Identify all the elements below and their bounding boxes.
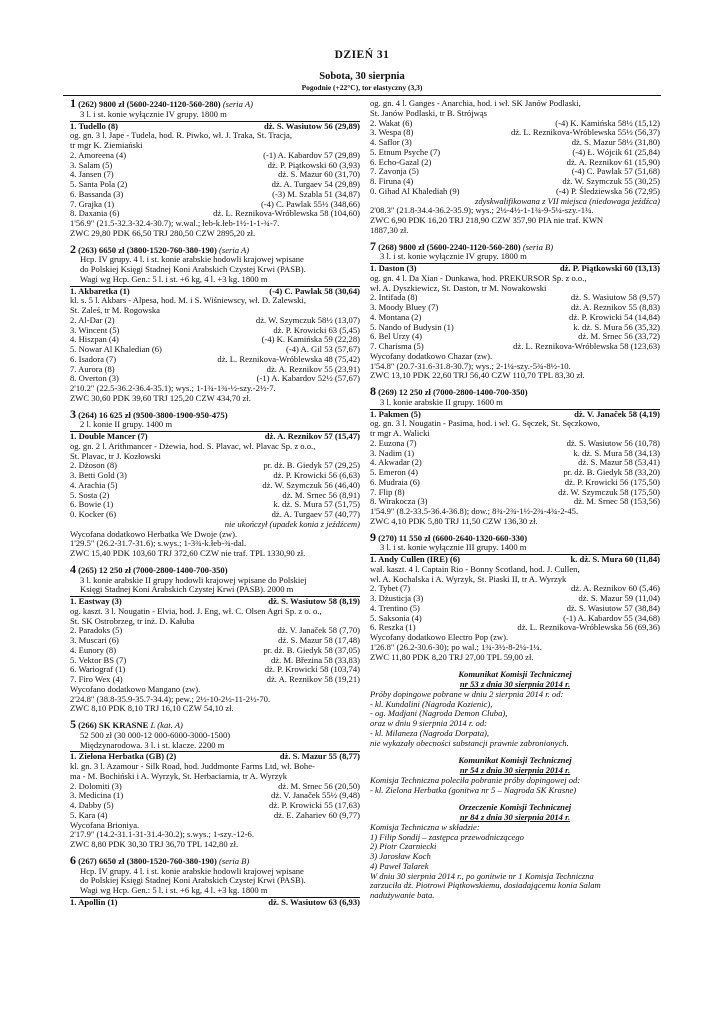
horse-name: 2. Amoreena (4) (70, 150, 127, 160)
race-number: 7 (370, 238, 376, 253)
jockey-weight: dż. M. Srnec 58 (153,56) (573, 496, 660, 507)
race-text: ZWC 4,10 PDK 5,80 TRJ 11,50 CZW 136,30 zł. (370, 515, 538, 526)
race-block (370, 238, 660, 382)
jockey-weight: dż. S. Wasiutow 63 (6,93) (268, 896, 360, 907)
jockey-weight: (-4) Ł. Wójcik 61 (25,84) (572, 146, 660, 157)
horse-name: 2. Tybet (7) (370, 584, 411, 594)
race-number: 9 (370, 529, 376, 544)
race-series: (seria B) (218, 855, 250, 866)
communique-line: - og. Madjani (Nagroda Demon Cluba), (370, 708, 508, 719)
race-text: ZWC 8,10 PDK 8,10 TRJ 16,10 CZW 54,10 zł. (70, 703, 234, 714)
race-number: 3 (70, 406, 76, 421)
race-text: 2'10.2" (22.5-36.2-36.4-35.1); wys.; 1-1¾-1¾-½-szy.-2½-7. (70, 383, 276, 393)
race-text: ZWC 29,80 PDK 66,50 TRJ 280,50 CZW 2895,20 zł. (70, 227, 256, 238)
horse-name: 1. Akbaretka (1) (70, 286, 130, 296)
horse-name: 6. Reszka (1) (370, 623, 416, 633)
communique-title: nr 54 z dnia 30 sierpnia 2014 r. (459, 765, 571, 775)
communique-title: nr 84 z dnia 30 sierpnia 2014 r. (459, 812, 571, 822)
horse-name: 4. Montana (2) (370, 312, 422, 322)
jockey-weight: dż. W. Szymczuk 58½ (13,07) (255, 314, 360, 325)
horse-name: 2. Dżoson (8) (70, 461, 118, 471)
condition-line: Hcp. IV grupy. 4 l. i st. konie arabskie hodowli krajowej wpisane (80, 254, 304, 265)
right-column (370, 99, 660, 901)
horse-name: 4. Saflor (3) (370, 138, 412, 147)
race-block (70, 406, 360, 559)
horse-name: 4. Trentino (5) (370, 603, 420, 613)
horse-name: 5. Santa Pola (2) (70, 180, 128, 189)
communique-line: 2) Piotr Czarniecki (370, 841, 437, 852)
race-series: (seria A) (222, 99, 253, 109)
race-text: St. Zaleś, tr M. Rogowska (70, 305, 160, 315)
horse-name: 2. Paradoks (5) (70, 626, 123, 636)
condition-line: Księgi Stadnej Koni Arabskich Czystej Krwi (PASB). 2000 m (80, 584, 294, 595)
communique-line: - kl. Zielona Herbatka (gonitwa nr 5 – Nagroda SK Krasne) (370, 784, 577, 795)
jockey-weight: dż. A. Reznikov 55 (23,91) (266, 363, 360, 374)
race-conditions (70, 255, 360, 286)
header-rule (63, 95, 661, 96)
horse-name: 6. Bowie (1) (70, 500, 114, 510)
horse-name: 7. Grajka (1) (70, 199, 115, 209)
jockey-weight: dż. M. Srnec 56 (33,72) (578, 331, 660, 342)
race-number: 2 (70, 241, 76, 256)
race-block (70, 852, 360, 908)
communique-line: 3) Jarosław Koch (370, 851, 431, 861)
jockey-weight: dż. V. Janaček 55½ (9,48) (271, 790, 360, 801)
race-text: St. SK Ostrobrzeg, tr inż. D. Kałuba (70, 615, 195, 626)
weather-line: Pogodnie (+22°C), tor elastyczny (3,3) (301, 83, 423, 92)
race-prize: (270) 11 550 zł (6600-2640-1320-660-330) (378, 532, 528, 543)
jockey-weight: k. dż. S. Mura 60 (11,84) (570, 554, 660, 564)
race-number: 4 (70, 561, 76, 576)
communique-line: Komisja Techniczna poleciła pobranie próby dopingowej od: (370, 774, 581, 785)
race-conditions (70, 867, 360, 898)
race-text: wał. kaszt. 4 l. Captain Rio - Bonny Scotland, hod. J. Cullen, (370, 563, 580, 574)
jockey-weight: dż. P. Krowicki 55 (17,63) (269, 800, 360, 810)
race-text: kl. gn. 3 l. Azamour - Silk Road, hod. Juddmonte Farms Ltd, wł. Bohe- (70, 761, 315, 771)
jockey-weight: (-4) C. Pawlak 55½ (348,66) (260, 198, 360, 209)
race-conditions (70, 731, 360, 753)
jockey-weight: (-4) A. Gil 53 (57,67) (286, 344, 360, 354)
race-block (370, 529, 660, 663)
race-text: og. gn. 3 l. Nougatin - Pasima, hod. i wł. G. Sęczek, St. Sęczkowo, (370, 418, 600, 429)
race-text: og. gn. 2 l. Arithmancer - Dżewia, hod. S. Plavac, wł. Plavac Sp. z o.o., (70, 440, 316, 451)
horse-name: 5. Etnum Psyche (7) (370, 147, 441, 157)
race-text: Wycofana Brioniya. (70, 819, 140, 830)
horse-name: 4. Arachia (5) (70, 480, 118, 490)
race-text: 1'56.9" (21.5-32.3-32.4-30.7); w.wal.; łeb-k.łeb-1½-1-1-¾-7. (70, 218, 280, 228)
race-text: ZWC 11,80 PDK 8,20 TRJ 27,00 TPL 59,00 zł. (370, 651, 534, 662)
race-text: Wycofana dodatkowo Herbatka We Dwoje (zw). (70, 528, 238, 539)
horse-name: 7. Aurora (8) (70, 364, 115, 374)
jockey-weight: (-1) A. Kabardov 57 (29,89) (263, 149, 360, 160)
condition-line: 3 l. konie arabskie II grupy. 1600 m (380, 396, 503, 407)
jockey-weight: dż. P. Piątkowski 60 (13,13) (559, 263, 660, 273)
condition-line: 3 l. konie arabskie II grupy hodowli krajowej wpisane do Polskiej (80, 574, 307, 585)
horse-name: 2. Wakat (6) (370, 118, 413, 128)
race-block (70, 561, 360, 714)
jockey-weight: dż. S. Wasiutow 56 (10,78) (566, 437, 660, 448)
horse-name: 5. Emeron (4) (370, 468, 418, 477)
horse-name: 2. Intifada (8) (370, 293, 418, 303)
condition-line: 2 l. konie II grupy. 1400 m (80, 419, 173, 430)
horse-name: 5. Vektor BS (7) (70, 655, 127, 665)
horse-name: 4. Akwadar (2) (370, 458, 422, 468)
race-text: wł. A. Dyszkiewicz, St. Daston, tr M. Nowakowski (370, 282, 547, 293)
race-number: 5 (70, 717, 76, 731)
communique-title: Orzeczenie Komisji Technicznej (458, 802, 572, 813)
race-block (370, 384, 660, 527)
race-number: 8 (370, 384, 376, 398)
horse-name: 1. Pakmen (5) (370, 409, 421, 419)
race-text: tr mgr A. Walicki (370, 428, 430, 438)
race-text: ZWC 6,90 PDK 16,20 TRJ 218,90 CZW 357,90 PIA nie traf. KWN (370, 215, 604, 225)
race-text: Wycofany dodatkowo Electro Pop (zw). (370, 632, 509, 642)
communique-line: - kl. Kundalini (Nagroda Kozienic), (370, 698, 493, 709)
horse-name: 3. Dżusticja (3) (370, 594, 424, 603)
jockey-weight: dż. W. Szymczuk 56 (46,40) (262, 479, 360, 490)
jockey-weight: k. dż. S. Mura 57 (51,75) (273, 499, 360, 510)
race-series: L (kat. A) (150, 720, 183, 730)
race-text: 2'24.8" (38.8-35.9-35.7-34.4); pew.; 2½-10-2½-11-2½-70. (70, 693, 271, 704)
horse-name: 1. Apollin (1) (70, 897, 118, 907)
horse-name: 3. Wincent (5) (70, 325, 120, 335)
jockey-weight: dż. V. Janaček 58 (7,70) (277, 625, 360, 636)
jockey-weight: dż. M. Srnec 56 (20,50) (278, 780, 360, 791)
horse-name: 1. Zielona Herbatka (GB) (2) (70, 752, 177, 762)
condition-line: Wagi wg Hcp. Gen.: 5 l. i st. +6 kg, 4 l. +3 kg. 1800 m (80, 273, 268, 284)
jockey-weight: dż. V. Janaček 58 (4,19) (574, 408, 660, 419)
race-text: 2'17.9" (14.2-31.1-31-31.4-30.2); s.wys.; 1-szy.-12-6. (70, 829, 254, 840)
horse-name: 2. Dolomiti (3) (70, 781, 122, 791)
jockey-weight: dż. M. Srnec 56 (8,91) (282, 489, 360, 500)
horse-name: 1. Double Mancer (7) (70, 432, 148, 441)
race-prize: (262) 9800 zł (5600-2240-1120-560-280) (78, 99, 221, 109)
jockey-weight: k. dż. S. Mura 58 (34,13) (573, 447, 660, 458)
jockey-weight: dż. A. Reznikov 58 (19,21) (266, 674, 360, 684)
race-text: ZWC 30,60 PDK 39,60 TRJ 125,20 CZW 434,70 zł. (70, 392, 251, 403)
race-conditions (70, 110, 360, 122)
jockey-weight: dż. E. Zahariev 60 (9,77) (273, 809, 360, 820)
jockey-weight: dż. S. Wasiutow 58 (8,19) (268, 596, 360, 606)
horse-name: 3. Wespa (8) (370, 128, 414, 138)
condition-line: Międzynarodowa. 3 l. i st. klacze. 2200 m (80, 739, 225, 750)
race-text: 1'29.5" (26.2-31.7-31.6); s.wys.; 1-3¾-k.łeb-¾-dal. (70, 538, 247, 549)
race-continuation (370, 99, 660, 236)
horse-name: 4. Hiszpan (4) (70, 335, 119, 345)
horse-name: 6. Echo-Gazal (2) (370, 157, 432, 167)
horse-name: 6. Bassanda (3) (70, 189, 124, 199)
horse-name: 7. Firo Wex (4) (70, 675, 123, 684)
left-column (70, 96, 360, 914)
race-block (70, 96, 360, 239)
horse-name: 5. Saksonia (4) (370, 613, 422, 623)
communique-title: Komunikat Komisji Technicznej (458, 669, 572, 680)
communique-line: nadużywanie bata. (370, 890, 435, 900)
communique-line: zarzuciła dż. Piotrowi Piątkowskiemu, dosiadającemu konia Salam (370, 880, 601, 891)
race-conditions (370, 398, 660, 410)
horse-name: 4. Jansen (7) (70, 170, 114, 180)
race-note: nie ukończył (upadek konia z jeźdźcem) (224, 518, 360, 529)
horse-name: 7. Zavonja (5) (370, 167, 419, 177)
horse-name: 4. Dabby (5) (70, 801, 114, 810)
jockey-weight: dż. A. Reznikov 57 (15,47) (264, 431, 360, 441)
jockey-weight: dż. A. Reznikov 60 (5,46) (570, 583, 660, 594)
jockey-weight: dż. S. Mazur 58 (53,41) (578, 457, 660, 468)
horse-name: 7. Flip (8) (370, 487, 405, 497)
jockey-weight: (-4) K. Kamińska 59 (22,28) (261, 334, 360, 345)
communique-title: Komunikat Komisji Technicznej (458, 755, 572, 766)
communique-line: oraz w dniu 9 sierpnia 2014 r. od: (370, 718, 487, 728)
race-note: zdyskwalifikowana z VII miejsca (niedowaga jeźdźca) (475, 195, 660, 206)
race-text: 1'54.9" (8.2-33.5-36.4-36.8); dow.; 8¾-2¾-1½-2¾-4¾-2-45. (370, 506, 579, 516)
horse-name: 1. Tudello (8) (70, 121, 118, 131)
horse-name: 6. Isadora (7) (70, 354, 117, 364)
jockey-weight: dż. L. Reznikova-Wróblewska 56 (69,36) (517, 622, 660, 633)
jockey-weight: dż. L. Reznikova-Wróblewska 55½ (56,37) (510, 127, 660, 138)
race-header (70, 561, 360, 576)
communique-line: - kl. Milaneza (Nagroda Dorpata), (370, 727, 490, 738)
race-text: 2'08.3" (21.8-34.4-36.2-35.9); wys.; 2½-4½-1-1¾-9-5¼-szy.-1¼. (370, 205, 594, 216)
race-text: 1'54.8" (20.7-31.6-31.8-30.7); wys.; 2-1¼-szy.-5¾-8½-10. (370, 360, 571, 371)
page-title: DZIEŃ 31 (334, 49, 390, 61)
horse-name: 3. Muscari (6) (70, 636, 119, 645)
race-number: 6 (70, 852, 76, 867)
jockey-weight: pr. dż. B. Giedyk 57 (29,25) (263, 460, 360, 471)
horse-name: 5. Nando of Budysin (1) (370, 322, 454, 332)
jockey-weight: (-3) M. Szabla 51 (34,87) (272, 188, 360, 199)
race-text: tr mgr K. Ziemiański (70, 140, 143, 150)
race-text: 1'26.8" (26.2-30.6-30); po wal.; 1¾-3½-8-2¼-1¼. (370, 641, 542, 652)
horse-name: 5. Nowar Al Khaledian (6) (70, 345, 162, 354)
horse-name: 8. Overton (3) (70, 374, 119, 384)
horse-name: 8. Wirakocza (3) (370, 497, 428, 507)
race-text: kl. s. 5 l. Akbars - Alpesa, hod. M. i S. Wiśniewscy, wł. D. Zalewski, (70, 295, 306, 306)
horse-name: 5. Sosta (2) (70, 490, 110, 500)
jockey-weight: dż. A. Reznikov 55 (8,83) (570, 302, 660, 312)
jockey-weight: (-4) C. Pawlak 57 (51,68) (571, 166, 660, 177)
jockey-weight: dż. P. Piątkowski 60 (3,93) (267, 159, 360, 170)
race-text: og. kaszt. 3 l. Nougatin - Elvia, hod. J. Eng, wł. C. Olsen Agri Sp. z o. o., (70, 605, 322, 616)
jockey-weight: dż. S. Mazur 60 (31,70) (278, 169, 360, 180)
race-text: Wycofany dodatkowo Chazar (zw). (370, 350, 493, 361)
communique-line: W dniu 30 sierpnia 2014 r., po gonitwie nr 1 Komisja Techniczna (370, 870, 594, 881)
communique-line: Próby dopingowe pobrane w dniu 2 sierpnia 2014 r. od: (370, 688, 564, 699)
race-text: St. Janów Podlaski, tr B. Strójwąs (370, 107, 487, 118)
jockey-weight: dż. S. Mazur 59 (11,04) (578, 593, 660, 603)
race-block (70, 717, 360, 850)
jockey-weight: (-4) C. Pawlak 58 (30,64) (269, 285, 360, 296)
race-prize: (263) 6650 zł (3800-1520-760-380-190) (78, 244, 217, 255)
jockey-weight: dż. L. Reznikova-Wróblewska 48 (75,42) (217, 353, 360, 364)
race-text: 1887,30 zł. (370, 224, 409, 235)
horse-name: 3. Medicina (1) (70, 791, 124, 801)
horse-name: 4. Eunory (8) (70, 645, 117, 655)
communique-line: 4) Paweł Talarek (370, 860, 429, 871)
race-text: ZWC 8,80 PDK 30,30 TRJ 36,70 TPL 142,80 zł. (70, 839, 239, 849)
jockey-weight: dż. S. Wasiutow 56 (29,89) (263, 120, 360, 131)
jockey-weight: (-1) A. Kabardov 55 (34,68) (563, 612, 660, 623)
horse-name: 6. Bel Urzy (4) (370, 332, 423, 342)
communique-line: 1) Filip Sondij – zastępca przewodniczącego (370, 831, 524, 842)
race-text: og. gn. 3 l. Jape - Tudela, hod. R. Piwko, wł. J. Traka, St. Tracja, (70, 130, 293, 141)
race-header (70, 852, 360, 867)
jockey-weight: (-4) K. Kamińska 58½ (15,12) (555, 117, 660, 128)
jockey-weight: dż. S. Wasiutow 58 (9,57) (570, 292, 660, 303)
race-text: wł. A. Kochalska i A. Wyrzyk, St. Piaski II, tr A. Wyrzyk (370, 573, 567, 584)
race-series: (seria A) (218, 244, 250, 255)
condition-line: Hcp. IV grupy. 4 l. i st. konie arabskie hodowli krajowej wpisane (80, 865, 304, 876)
communique (370, 756, 660, 795)
race-text: ZWC 15,40 PDK 103,60 TRJ 372,60 CZW nie traf. TPL 1330,90 zł. (70, 548, 306, 558)
date-heading: Sobota, 30 sierpnia (319, 71, 405, 82)
jockey-weight: pr. dż. B. Giedyk 58 (37,05) (263, 644, 360, 655)
race-prize: (264) 16 625 zł (9500-3800-1900-950-475) (78, 409, 228, 420)
horse-name: 3. Moody Bluey (7) (370, 303, 439, 312)
jockey-weight: dż. S. Mazur 55 (8,77) (279, 751, 360, 762)
jockey-weight: dż. L. Reznikova-Wróblewska 58 (123,63) (513, 341, 660, 351)
jockey-weight: dż. M. Březina 58 (33,83) (270, 654, 360, 665)
jockey-weight: (-1) A. Kabardov 52½ (57,67) (256, 373, 360, 384)
condition-line: 3 l. i st. konie wyłącznie IV grupy. 1800 m (380, 251, 527, 262)
horse-name: 7. Charisma (5) (370, 342, 424, 351)
jockey-weight: dż. W. Szymczuk 55 (30,25) (562, 176, 660, 186)
race-text: og. gn. 4 l. Da Xian - Dunkawa, hod. PREKURSOR Sp. z o.o., (370, 272, 587, 283)
condition-line: do Polskiej Księgi Stadnej Koni Arabskich Czystej Krwi (PASB). (80, 264, 306, 274)
horse-name: 2. Al-Dar (2) (70, 315, 115, 325)
horse-name: 6. Mudraia (6) (370, 477, 420, 487)
jockey-weight: dż. S. Mazur 58 (17,48) (278, 635, 360, 645)
race-prize: (265) 12 250 zł (7000-2800-1400-700-350) (78, 564, 228, 575)
horse-name: 3. Betti Gold (3) (70, 471, 127, 480)
jockey-weight: dż. A. Reznikov 61 (15,90) (566, 156, 660, 167)
communique (370, 670, 660, 748)
race-text: ma - M. Bochiński i A. Wyrzyk, St. Herbaciarnia, tr A. Wyrzyk (70, 770, 288, 781)
horse-name: 3. Nadim (1) (370, 448, 415, 458)
jockey-weight: dż. P. Krowicki 58 (103,74) (264, 664, 360, 675)
race-prize: (266) SK KRASNE (78, 720, 149, 730)
race-number: 1 (70, 96, 76, 110)
horse-name: 6. Wariograf (1) (70, 665, 126, 675)
jockey-weight: dż. P. Krowicki 63 (5,45) (273, 324, 360, 335)
condition-line: 52 500 zł (30 000-12 000-6000-3000-1500) (80, 729, 231, 740)
race-prize: (267) 6650 zł (3800-1520-760-380-190) (78, 855, 217, 866)
race-conditions (70, 576, 360, 598)
horse-name: 1. Daston (3) (370, 264, 417, 273)
jockey-weight: dż. S. Wasiutow 57 (38,84) (566, 602, 660, 613)
race-block (70, 241, 360, 404)
communique-title: nr 53 z dnia 30 sierpnia 2014 r. (459, 679, 571, 689)
race-text: og. gn. 4 l. Ganges - Anarchia, hod. i wł. SK Janów Podlaski, (370, 98, 581, 108)
jockey-weight: pr. dż. B. Giedyk 58 (33,20) (563, 467, 660, 477)
jockey-weight: dż. L. Reznikova-Wróblewska 58 (104,60) (213, 208, 360, 219)
race-text: St. Plavac, tr J. Kozłowski (70, 450, 161, 461)
jockey-weight: dż. S. Mazur 58½ (31,80) (571, 137, 660, 147)
horse-name: 0. Gihad Al Khalediah (9) (370, 186, 460, 196)
condition-line: do Polskiej Księgi Stadnej Koni Arabskich Czystej Krwi (PASB). (80, 875, 306, 886)
race-text: ZWC 13,10 PDK 22,60 TRJ 56,40 CZW 110,70 TPL 83,30 zł. (370, 370, 585, 381)
jockey-weight: (-4) P. Śledziewska 56 (72,95) (555, 185, 660, 196)
race-text: Wycofano dodatkowo Mangano (zw). (70, 683, 201, 694)
horse-name: 1. Eastway (3) (70, 597, 122, 606)
horse-name: 0. Kocker (6) (70, 510, 117, 519)
jockey-weight: dż. P. Krowicki 56 (175,50) (564, 476, 660, 487)
jockey-weight: dż. A. Turgaev 57 (40,77) (271, 509, 360, 519)
condition-line: 3 l. i st. konie wyłącznie IV grupy. 1800 m (80, 108, 227, 119)
condition-line: Wagi wg Hcp. Gen.: 5 l. i st. +6 kg, 4 l. +3 kg. 1800 m (80, 885, 268, 895)
result-row (70, 898, 360, 908)
jockey-weight: k. dż. S. Mura 56 (35,32) (573, 321, 660, 332)
jockey-weight: dż. P. Krowicki 54 (14,84) (569, 311, 660, 322)
race-series: (seria B) (522, 241, 554, 252)
horse-name: 3. Salam (5) (70, 160, 113, 170)
race-prize: (269) 12 250 zł (7000-2800-1400-700-350) (378, 387, 528, 397)
horse-name: 5. Kara (4) (70, 810, 108, 820)
communique-line: Komisja Techniczna w składzie: (370, 821, 480, 832)
communique-line: nie wykazały obecności substancji prawnie zabronionych. (370, 737, 569, 748)
jockey-weight: dż. P. Krowicki 56 (6,63) (273, 470, 360, 480)
horse-name: 8. Daxania (6) (70, 209, 120, 219)
race-prize: (268) 9800 zł (5600-2240-1120-560-280) (378, 241, 521, 252)
jockey-weight: dż. W. Szymczuk 58 (175,50) (558, 486, 660, 497)
condition-line: 3 l. i st. konie wyłącznie III grupy. 1400 m (380, 542, 527, 553)
horse-name: 1. Andy Cullen (IRE) (6) (370, 555, 461, 564)
horse-name: 2. Euzona (7) (370, 438, 417, 448)
communique (370, 803, 660, 901)
jockey-weight: dż. A. Turgaev 54 (29,89) (271, 179, 360, 189)
horse-name: 8. Firuna (4) (370, 177, 414, 186)
